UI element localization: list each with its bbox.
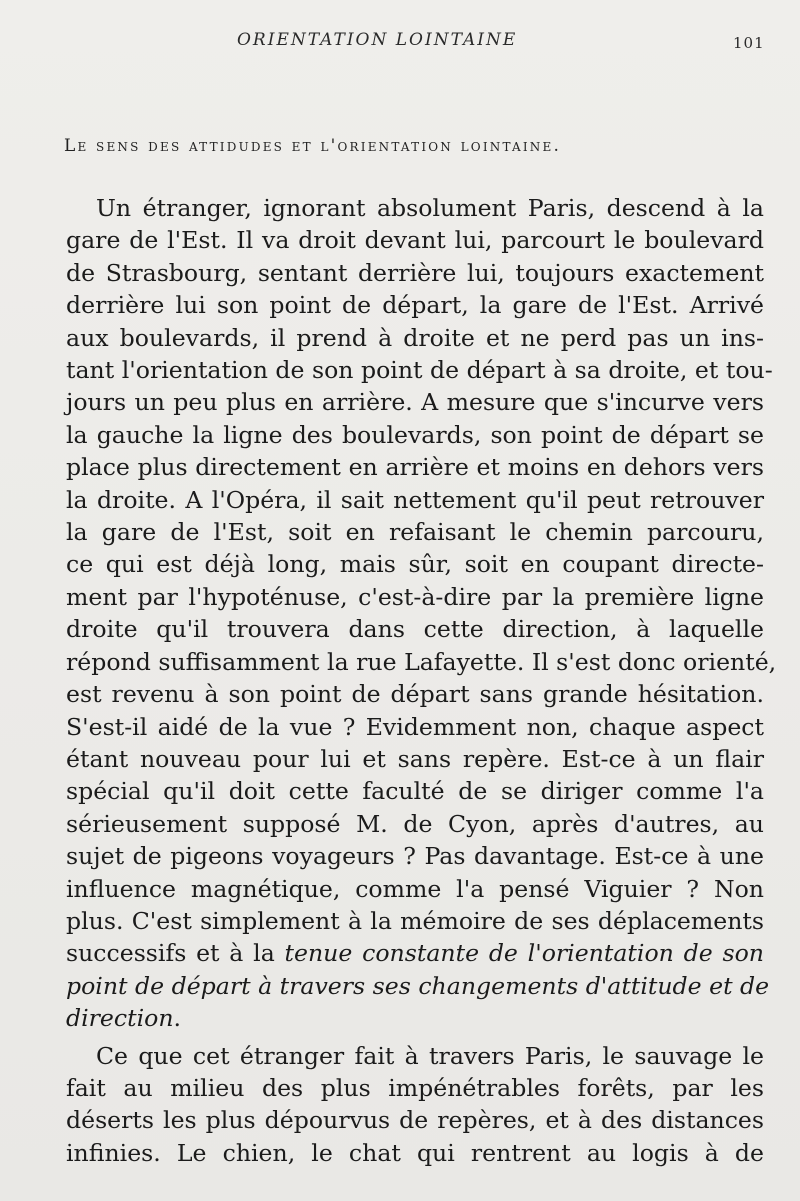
text-line: la gare de l'Est, soit en refaisant le chemin parcouru, [66, 518, 764, 547]
text-line: gare de l'Est. Il va droit devant lui, parcourt le boulevard [66, 226, 764, 255]
text-line: infinies. Le chien, le chat qui rentrent au logis à de [66, 1138, 764, 1167]
paragraph-1 [36, 192, 777, 1035]
text-line: droite qu'il trouvera dans cette direction, à laquelle [66, 615, 764, 644]
text-line: aux boulevards, il prend à droite et ne perd pas un ins- [66, 323, 764, 352]
italic-run: point de départ à travers ses changements d'attitude et de [66, 971, 770, 1000]
running-title: ORIENTATION LOINTAINE [237, 30, 518, 50]
text-line: Ce que cet étranger fait à travers Paris, le sauvage le [96, 1041, 764, 1070]
text-run: successifs et à la [66, 939, 275, 968]
text-line: tant l'orientation de son point de départ à sa droite, et tou- [66, 356, 773, 385]
text-line: la droite. A l'Opéra, il sait nettement qu'il peut retrouver [66, 485, 764, 514]
text-line: est revenu à son point de départ sans grande hésitation. [66, 680, 764, 709]
text-line: déserts les plus dépourvus de repères, et à des distances [66, 1106, 764, 1135]
text-line: sérieusement supposé M. de Cyon, après d'autres, au [66, 809, 764, 838]
text-line: étant nouveau pour lui et sans repère. Est-ce à un flair [66, 744, 764, 773]
italic-run: tenue constante de l'orientation de son [284, 939, 764, 968]
text-line: fait au milieu des plus impénétrables forêts, par les [66, 1073, 764, 1102]
paragraph-2 [36, 1040, 764, 1170]
text-line: ment par l'hypoténuse, c'est-à-dire par la première ligne [66, 582, 764, 611]
text-line: S'est-il aidé de la vue ? Evidemment non, chaque aspect [66, 712, 764, 741]
page-number: 101 [733, 34, 765, 52]
text-line: répond suffisamment la rue Lafayette. Il s'est donc orienté, [66, 647, 777, 676]
section-heading: Le sens des attidudes et l'orientation lointaine. [64, 136, 562, 156]
text-line: jours un peu plus en arrière. A mesure que s'incurve vers [66, 388, 764, 417]
text-line-mixed [36, 937, 764, 969]
text-line-italic [36, 970, 770, 1002]
text-line: Un étranger, ignorant absolument Paris, descend à la [96, 194, 764, 222]
text-line: sujet de pigeons voyageurs ? Pas davantage. Est-ce à une [66, 842, 764, 871]
text-line: plus. C'est simplement à la mémoire de ses déplacements [66, 906, 764, 935]
text-line: place plus directement en arrière et moins en dehors vers [66, 453, 764, 482]
text-line: spécial qu'il doit cette faculté de se diriger comme l'a [66, 777, 764, 806]
text-line-italic [36, 1002, 764, 1034]
text-line: la gauche la ligne des boulevards, son point de départ se [66, 420, 764, 449]
text-run: . [173, 1004, 182, 1033]
text-line: influence magnétique, comme l'a pensé Viguier ? Non [66, 874, 764, 903]
text-line: ce qui est déjà long, mais sûr, soit en coupant directe- [66, 550, 764, 579]
text-line: de Strasbourg, sentant derrière lui, toujours exactement [66, 258, 764, 287]
body-text [36, 192, 777, 1169]
text-line: derrière lui son point de départ, la gare de l'Est. Arrivé [66, 291, 764, 320]
italic-run: direction [66, 1004, 174, 1033]
